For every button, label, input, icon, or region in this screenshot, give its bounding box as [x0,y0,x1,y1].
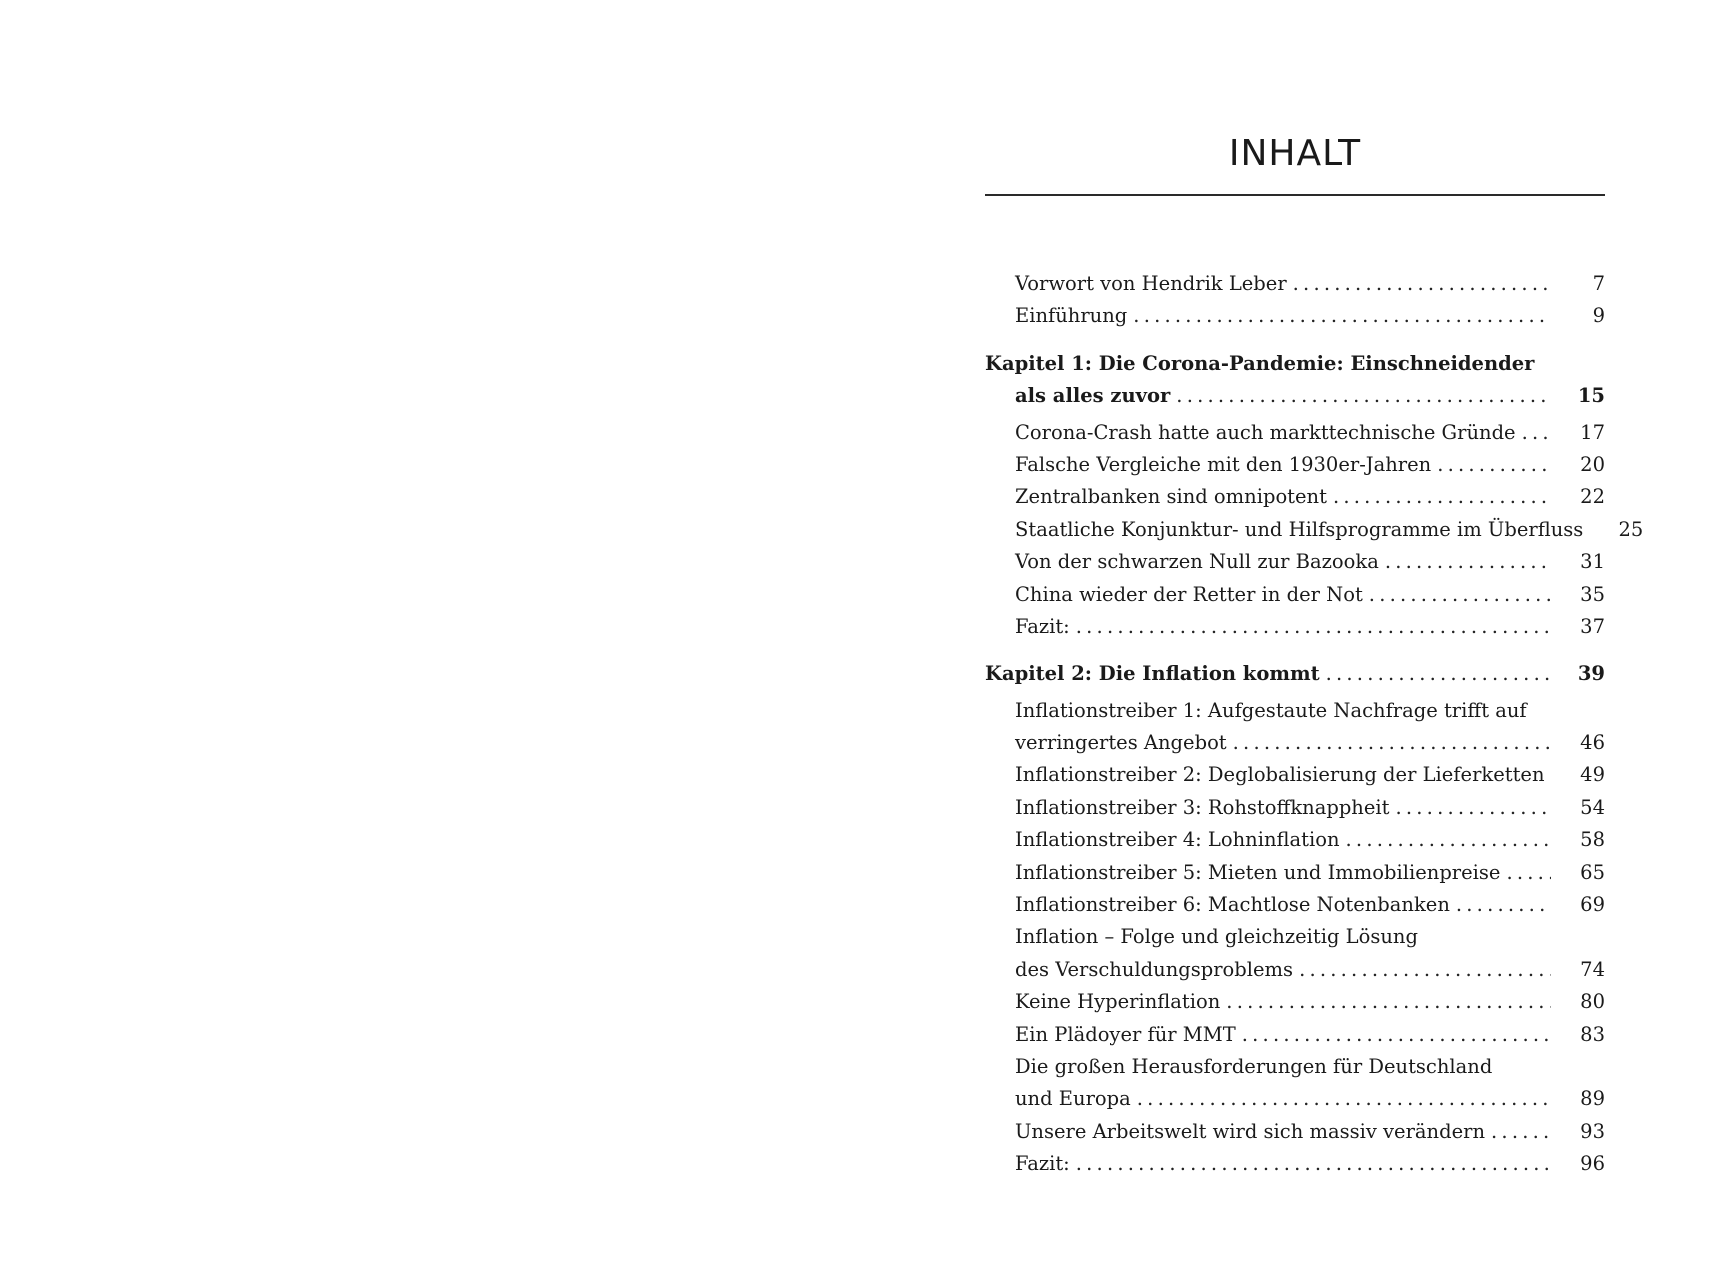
toc-entries [985,268,1644,1181]
spacer [985,643,1605,658]
table-of-contents [985,128,1644,1181]
dot-leader [1437,449,1551,481]
toc-entry-page: 22 [1580,485,1605,509]
toc-entry-page: 93 [1580,1119,1605,1143]
toc-entry-page: 69 [1580,893,1605,917]
toc-entry-text: Inflation – Folge und gleichzeitig Lösung [1015,925,1418,949]
toc-entry-text: Von der schwarzen Null zur Bazooka [1015,550,1379,574]
dot-leader [1369,579,1551,611]
dot-leader [1395,792,1551,824]
chapter-2-heading[interactable] [985,658,1605,690]
dot-leader [1233,727,1551,759]
toc-entry-text: Inflationstreiber 3: Rohstoffknappheit [1015,795,1390,819]
dot-leader [1506,857,1551,889]
dot-leader [1133,300,1551,332]
toc-entry-page: 74 [1580,957,1605,981]
toc-entry-page: 65 [1580,860,1605,884]
dot-leader [1491,1116,1551,1148]
toc-entry-text: Ein Plädoyer für MMT [1015,1022,1236,1046]
toc-entry-page: 25 [1618,517,1644,541]
toc-entry[interactable] [985,1148,1605,1180]
toc-entry[interactable] [985,546,1605,578]
toc-entry[interactable] [985,1116,1605,1148]
toc-entry-text: Keine Hyperinflation [1015,990,1221,1014]
dot-leader [1326,658,1551,690]
toc-entry-text: und Europa [1015,1087,1131,1111]
dot-leader [1456,889,1551,921]
toc-entry[interactable] [985,481,1605,513]
toc-entry-page: 89 [1580,1087,1605,1111]
chapter-1-heading-line2[interactable] [985,380,1605,412]
toc-entry-page: 96 [1580,1152,1605,1176]
toc-entry[interactable] [985,857,1605,889]
toc-entry-text: China wieder der Retter in der Not [1015,582,1363,606]
chapter-heading-text: als alles zuvor [1015,384,1171,408]
dot-leader [1137,1083,1551,1115]
dot-leader [1385,546,1551,578]
chapter-heading-text: Kapitel 2: Die Inflation kommt [985,662,1320,686]
dot-leader [1522,417,1551,449]
dot-leader [1299,954,1551,986]
toc-entry-text: Inflationstreiber 5: Mieten und Immobilienpreise [1015,860,1501,884]
spacer [985,333,1605,348]
toc-entry-page: 20 [1580,452,1605,476]
toc-entry[interactable] [985,449,1605,481]
toc-entry[interactable] [985,759,1605,791]
title-rule [985,194,1605,196]
dot-leader [1176,380,1551,412]
dot-leader [1346,824,1551,856]
toc-entry-text: Inflationstreiber 2: Deglobalisierung der Lieferketten [1015,763,1545,787]
toc-entry-text: Inflationstreiber 4: Lohninflation [1015,828,1340,852]
toc-entry[interactable] [985,1083,1605,1115]
toc-entry-page: 58 [1580,828,1605,852]
toc-entry-text: des Verschuldungsproblems [1015,957,1294,981]
page-title: INHALT [1228,133,1362,174]
toc-entry-text: Fazit: [1015,1152,1070,1176]
toc-entry-text: Die großen Herausforderungen für Deutschland [1015,1054,1493,1078]
toc-entry[interactable] [985,611,1605,643]
toc-entry-text: Staatliche Konjunktur- und Hilfsprogramme im Überfluss [1015,517,1584,541]
dot-leader [1333,481,1551,513]
toc-entry[interactable] [985,514,1644,546]
toc-entry-text: Corona-Crash hatte auch markttechnische Gründe [1015,420,1516,444]
chapter-page: 39 [1577,662,1605,686]
toc-entry-page: 80 [1580,990,1605,1014]
toc-entry-text: Inflationstreiber 1: Aufgestaute Nachfrage trifft auf [1015,698,1527,722]
chapter-page: 15 [1577,384,1605,408]
toc-entry-page: 7 [1592,272,1605,295]
toc-entry-text: Fazit: [1015,614,1070,638]
toc-entry-page: 31 [1580,550,1605,574]
dot-leader [1293,268,1551,300]
toc-entry-text: Vorwort von Hendrik Leber [1015,272,1287,295]
toc-entry-einfuehrung[interactable] [985,300,1605,332]
toc-entry-text: Unsere Arbeitswelt wird sich massiv verändern [1015,1119,1486,1143]
toc-entry-text: verringertes Angebot [1015,731,1227,755]
dot-leader [1226,986,1551,1018]
dot-leader [1076,611,1551,643]
toc-entry-page: 46 [1580,731,1605,755]
toc-entry[interactable] [985,727,1605,759]
toc-entry-line1[interactable] [985,1051,1605,1083]
toc-entry-page: 37 [1580,614,1605,638]
toc-entry-line1[interactable] [985,695,1605,727]
dot-leader [1076,1148,1551,1180]
toc-entry-vorwort[interactable] [985,268,1605,300]
toc-entry-text: Falsche Vergleiche mit den 1930er-Jahren [1015,452,1432,476]
chapter-1-heading-line1[interactable] [985,348,1605,380]
toc-entry[interactable] [985,954,1605,986]
toc-entry-page: 17 [1580,420,1605,444]
toc-entry[interactable] [985,824,1605,856]
toc-entry[interactable] [985,417,1605,449]
toc-entry[interactable] [985,986,1605,1018]
toc-entry-page: 54 [1580,795,1605,819]
toc-entry[interactable] [985,1019,1605,1051]
toc-entry[interactable] [985,579,1605,611]
toc-entry-page: 35 [1580,582,1605,606]
toc-entry-line1[interactable] [985,921,1605,953]
toc-entry[interactable] [985,792,1605,824]
toc-entry-text: Zentralbanken sind omnipotent [1015,485,1327,509]
toc-entry-text: Einführung [1015,304,1128,328]
chapter-heading-text: Kapitel 1: Die Corona-Pandemie: Einschneidender [985,351,1535,375]
toc-entry-text: Inflationstreiber 6: Machtlose Notenbanken [1015,893,1450,917]
toc-entry-page: 49 [1580,763,1605,787]
dot-leader [1242,1019,1551,1051]
toc-entry-page: 9 [1592,304,1605,328]
toc-entry[interactable] [985,889,1605,921]
toc-entry-page: 83 [1580,1022,1605,1046]
